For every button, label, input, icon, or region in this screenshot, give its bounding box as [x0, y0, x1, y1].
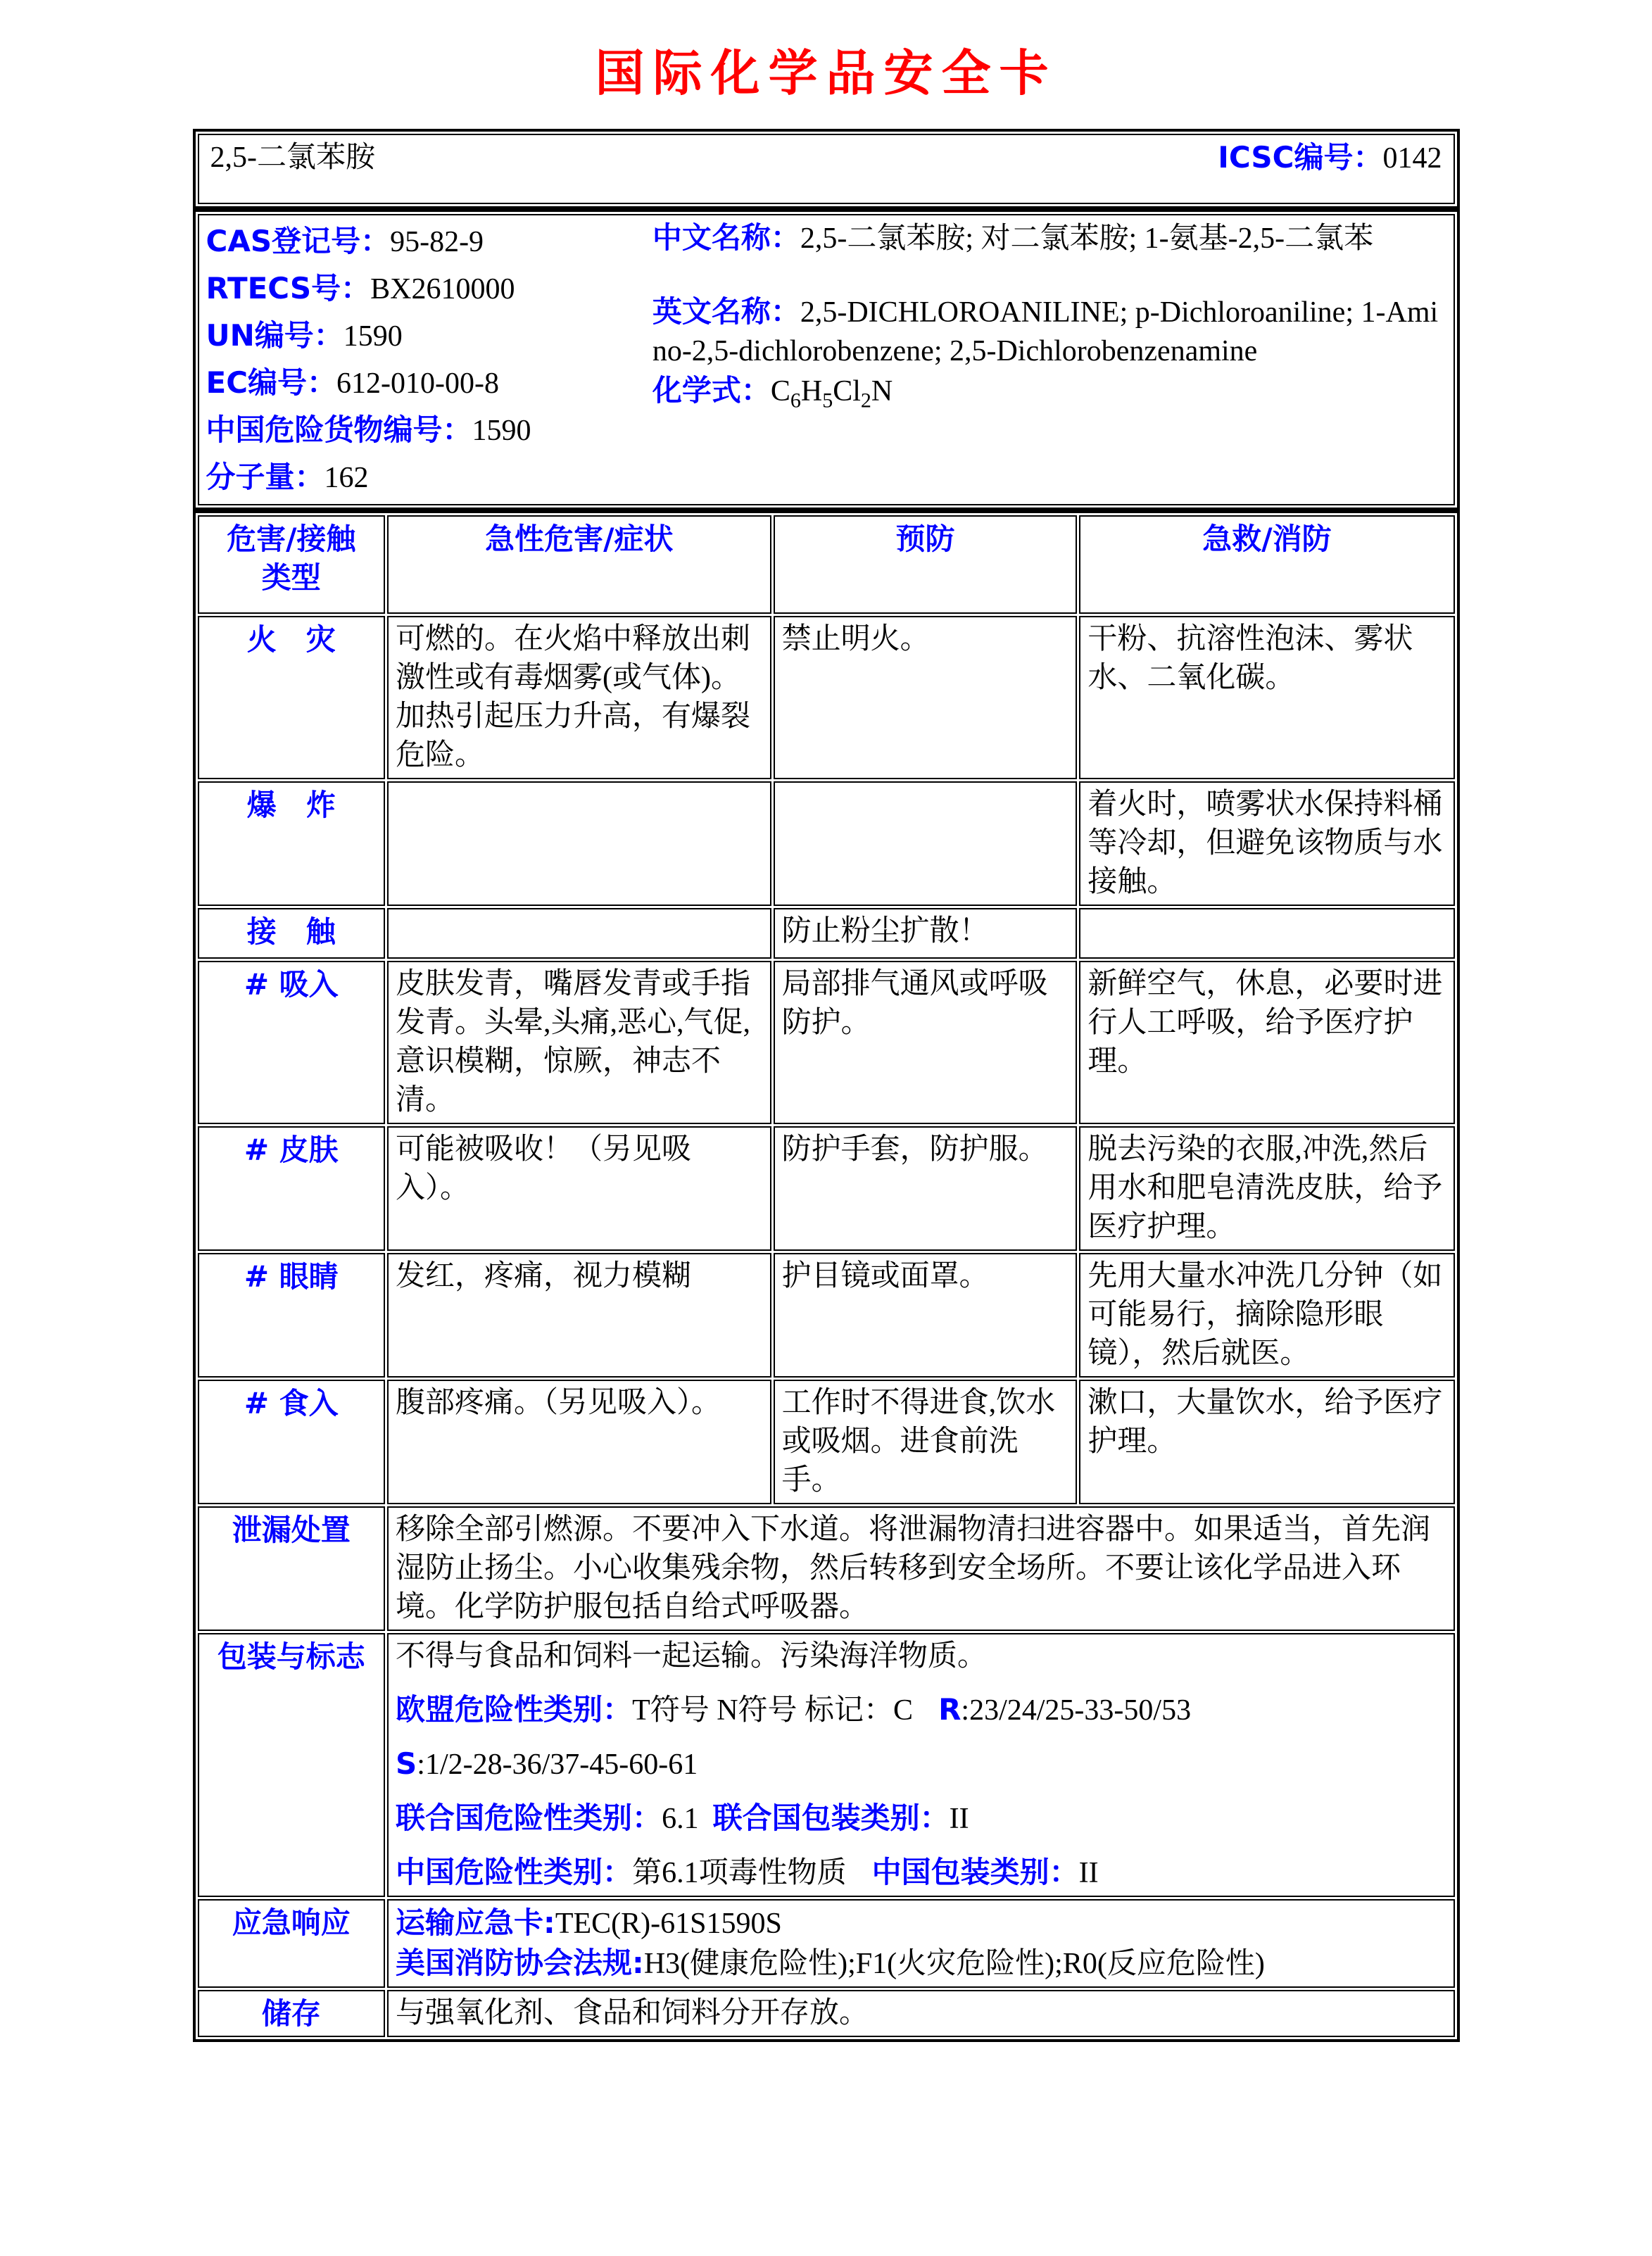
- china-dangerous-goods-number-row: 中国危险货物编号：1590: [206, 412, 531, 447]
- hazard-header-row: [198, 515, 1455, 614]
- contact-firstaid-cell: [1079, 908, 1454, 959]
- storage-content-cell: 与强氧化剂、食品和饲料分开存放。: [387, 1990, 1454, 2037]
- fire-prevention-cell: 禁止明火。: [774, 616, 1078, 779]
- contact-label: 接 触: [198, 908, 386, 959]
- ingestion-label: # 食入: [198, 1380, 386, 1504]
- hazard-row-eyes: [198, 1253, 1455, 1378]
- inhalation-firstaid-cell: 新鲜空气，休息，必要时进行人工呼吸，给予医疗护理。: [1079, 961, 1454, 1124]
- fire-label: 火 灾: [198, 616, 386, 779]
- header-table: [193, 129, 1460, 209]
- eyes-label: # 眼睛: [198, 1253, 386, 1378]
- storage-label: 储存: [198, 1990, 386, 2037]
- section-row-packaging: [198, 1633, 1455, 1897]
- identification-table: [193, 209, 1460, 510]
- english-name-row: 英文名称：2,5-DICHLOROANILINE; p-Dichloroaniline; 1-Amino-2,5-dichlorobenzene; 2,5-Dichlorobenzenamine: [652, 294, 1439, 367]
- page-title: 国际化学品安全卡: [595, 44, 1057, 102]
- section-row-spill: [198, 1506, 1455, 1631]
- icsc-number-value: 0142: [1382, 142, 1442, 175]
- fire-symptoms-cell: 可燃的。在火焰中释放出刺激性或有毒烟雾(或气体)。加热引起压力升高，有爆裂危险。: [387, 616, 771, 779]
- skin-firstaid-cell: 脱去污染的衣服,冲洗,然后用水和肥皂清洗皮肤，给予医疗护理。: [1079, 1126, 1454, 1251]
- substance-name: 2,5-二氯苯胺: [210, 141, 375, 174]
- chemical-formula-row: 化学式：$C_6H_5Cl_2N$: [652, 373, 893, 412]
- ingestion-firstaid-cell: 漱口，大量饮水，给予医疗护理。: [1079, 1380, 1454, 1504]
- emergency-label: 应急响应: [198, 1899, 386, 1988]
- hazard-table: [193, 510, 1460, 2042]
- identification-cell: [198, 214, 1455, 505]
- header-cell: [198, 134, 1455, 204]
- explosion-symptoms-cell: [387, 781, 771, 906]
- s-phrases-line: S:1/2-28-36/37-45-60-61: [396, 1746, 698, 1781]
- eyes-symptoms-cell: 发红，疼痛，视力模糊: [387, 1253, 771, 1378]
- ingestion-symptoms-cell: 腹部疼痛。（另见吸入）。: [387, 1380, 771, 1504]
- cas-number-row: CAS登记号：95-82-9: [206, 224, 484, 258]
- chemical-formula: $C_6H_5Cl_2N$: [770, 375, 893, 412]
- skin-prevention-cell: 防护手套，防护服。: [774, 1126, 1078, 1251]
- eu-classification-line: 欧盟危险性类别：T符号 N符号 标记：C R:23/24/25-33-50/53: [396, 1692, 1192, 1727]
- card-body: [193, 129, 1460, 2042]
- packaging-label: 包装与标志: [198, 1633, 386, 1897]
- inhalation-symptoms-cell: 皮肤发青，嘴唇发青或手指发青。头晕,头痛,恶心,气促,意识模糊，惊厥，神志不清。: [387, 961, 771, 1124]
- icsc-number: [1218, 138, 1442, 178]
- section-row-storage: [198, 1990, 1455, 2037]
- prevention-header: 预防: [774, 515, 1078, 614]
- icsc-number-label: ICSC编号：: [1218, 140, 1383, 175]
- skin-label: # 皮肤: [198, 1126, 386, 1251]
- fire-firstaid-cell: 干粉、抗溶性泡沫、雾状水、二氧化碳。: [1079, 616, 1454, 779]
- molecular-weight-row: 分子量：162: [206, 460, 369, 494]
- identification-left-column: [206, 218, 652, 501]
- identification-right-column: [652, 218, 1446, 501]
- spill-label: 泄漏处置: [198, 1506, 386, 1631]
- hazard-row-explosion: [198, 781, 1455, 906]
- ec-number-row: EC编号：612-010-00-8: [206, 365, 499, 400]
- spill-content-cell: 移除全部引燃源。不要冲入下水道。将泄漏物清扫进容器中。如果适当，首先润湿防止扬尘。小心收集残余物，然后转移到安全场所。不要让该化学品进入环境。化学防护服包括自给式呼吸器。: [387, 1506, 1454, 1631]
- hazard-row-skin: [198, 1126, 1455, 1251]
- explosion-firstaid-cell: 着火时，喷雾状水保持料桶等冷却，但避免该物质与水接触。: [1079, 781, 1454, 906]
- un-classification-line: 联合国危险性类别：6.1 联合国包装类别：II: [396, 1801, 969, 1835]
- packaging-transport-note: 不得与食品和饲料一起运输。污染海洋物质。: [396, 1640, 988, 1672]
- rtecs-number-row: RTECS号：BX2610000: [206, 271, 515, 305]
- hazard-type-header: 危害/接触 类型: [198, 515, 386, 614]
- contact-symptoms-cell: [387, 908, 771, 959]
- inhalation-prevention-cell: 局部排气通风或呼吸防护。: [774, 961, 1078, 1124]
- hazard-row-contact: [198, 908, 1455, 959]
- section-row-emergency: [198, 1899, 1455, 1988]
- first-aid-header: 急救/消防: [1079, 515, 1454, 614]
- emergency-content-cell: [387, 1899, 1454, 1988]
- chinese-name-row: 中文名称：2,5-二氯苯胺; 对二氯苯胺; 1-氨基-2,5-二氯苯: [652, 220, 1374, 255]
- china-classification-line: 中国危险性类别：第6.1项毒性物质 中国包装类别：II: [396, 1855, 1099, 1889]
- ingestion-prevention-cell: 工作时不得进食,饮水或吸烟。进食前洗手。: [774, 1380, 1078, 1504]
- eyes-prevention-cell: 护目镜或面罩。: [774, 1253, 1078, 1378]
- contact-prevention-cell: 防止粉尘扩散！: [774, 908, 1078, 959]
- explosion-prevention-cell: [774, 781, 1078, 906]
- nfpa-code-line: 美国消防协会法规:H3(健康危险性);F1(火灾危险性);R0(反应危险性): [396, 1946, 1265, 1980]
- packaging-content-cell: [387, 1633, 1454, 1897]
- skin-symptoms-cell: 可能被吸收！（另见吸入）。: [387, 1126, 771, 1251]
- acute-hazards-header: 急性危害/症状: [387, 515, 771, 614]
- inhalation-label: # 吸入: [198, 961, 386, 1124]
- hazard-row-ingestion: [198, 1380, 1455, 1504]
- explosion-label: 爆 炸: [198, 781, 386, 906]
- hazard-row-fire: [198, 616, 1455, 779]
- un-number-row: UN编号：1590: [206, 318, 403, 353]
- eyes-firstaid-cell: 先用大量水冲洗几分钟（如可能易行，摘除隐形眼镜），然后就医。: [1079, 1253, 1454, 1378]
- hazard-row-inhalation: [198, 961, 1455, 1124]
- transport-emergency-card-line: 运输应急卡:TEC(R)-61S1590S: [396, 1905, 782, 1940]
